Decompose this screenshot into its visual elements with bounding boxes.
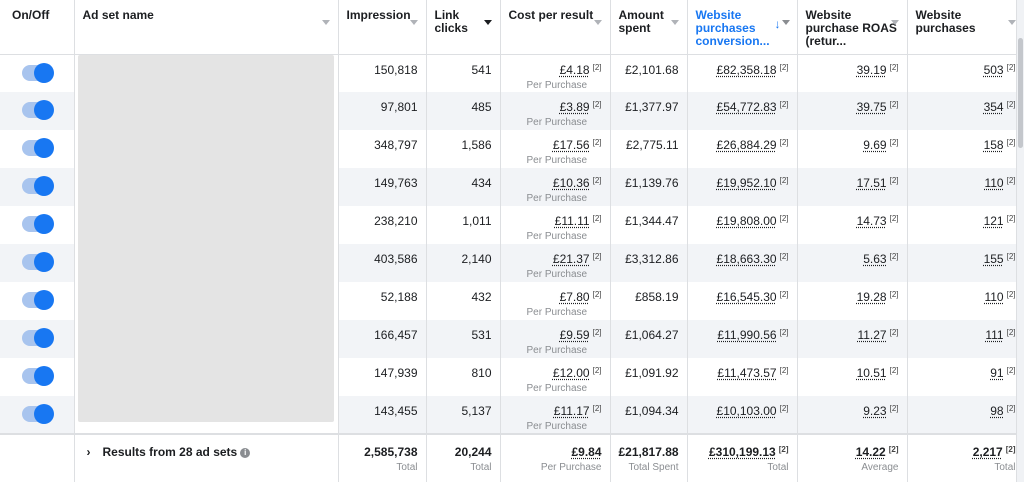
total-clicks: 20,244 Total (426, 434, 500, 482)
conversion-value-cell: £16,545.30 [2] (687, 282, 797, 320)
results-summary[interactable] (74, 434, 338, 482)
toggle-knob (34, 100, 54, 120)
amount-spent-cell: £1,377.97 (610, 92, 687, 130)
conversion-value-cell: £11,990.56 [2] (687, 320, 797, 358)
amount-spent-cell: £1,139.76 (610, 168, 687, 206)
purchases-cell: 91 [2] (907, 358, 1024, 396)
summary-row (0, 434, 1024, 482)
on-off-toggle[interactable] (22, 406, 52, 422)
sort-caret-icon[interactable] (671, 20, 679, 25)
info-icon[interactable]: i (240, 448, 250, 458)
conversion-value-cell: £54,772.83 [2] (687, 92, 797, 130)
purchases-cell: 98 [2] (907, 396, 1024, 434)
sort-caret-icon[interactable] (891, 20, 899, 25)
col-header-website-purchases[interactable]: Website purchases (907, 0, 1024, 54)
impression-cell: 150,818 (338, 54, 426, 92)
toggle-cell (0, 396, 74, 434)
cost-per-result-cell: £7.80 [2] Per Purchase (500, 282, 610, 320)
roas-cell: 9.23 [2] (797, 396, 907, 434)
amount-spent-cell: £858.19 (610, 282, 687, 320)
roas-cell: 19.28 [2] (797, 282, 907, 320)
redacted-ad-set-names (78, 55, 334, 422)
scrollbar[interactable] (1016, 0, 1024, 482)
toggle-knob (34, 328, 54, 348)
on-off-toggle[interactable] (22, 140, 52, 156)
col-header-amount-spent[interactable]: Amount spent (610, 0, 687, 54)
total-conversion-value: £310,199.13 [2] Total (687, 434, 797, 482)
results-label: Results from 28 ad sets (102, 445, 238, 459)
amount-spent-cell: £1,094.34 (610, 396, 687, 434)
col-header-roas[interactable]: Website purchase ROAS (retur... (797, 0, 907, 54)
roas-cell: 39.75 [2] (797, 92, 907, 130)
on-off-toggle[interactable] (22, 216, 52, 232)
col-header-purchases-conversion[interactable]: Website purchases conversion... ↓ (687, 0, 797, 54)
purchases-cell: 155 [2] (907, 244, 1024, 282)
chevron-right-icon[interactable]: › (86, 445, 91, 459)
conversion-value-cell: £82,358.18 [2] (687, 54, 797, 92)
conversion-value-cell: £11,473.57 [2] (687, 358, 797, 396)
total-impression: 2,585,738 Total (338, 434, 426, 482)
link-clicks-cell: 541 (426, 54, 500, 92)
cost-per-result-cell: £11.17 [2] Per Purchase (500, 396, 610, 434)
sort-caret-icon[interactable] (1008, 20, 1016, 25)
impression-cell: 52,188 (338, 282, 426, 320)
impression-cell: 143,455 (338, 396, 426, 434)
impression-cell: 97,801 (338, 92, 426, 130)
toggle-knob (34, 290, 54, 310)
toggle-cell (0, 358, 74, 396)
on-off-toggle[interactable] (22, 102, 52, 118)
conversion-value-cell: £19,808.00 [2] (687, 206, 797, 244)
toggle-knob (34, 404, 54, 424)
conversion-value-cell: £10,103.00 [2] (687, 396, 797, 434)
link-clicks-cell: 1,011 (426, 206, 500, 244)
roas-cell: 10.51 [2] (797, 358, 907, 396)
impression-cell: 348,797 (338, 130, 426, 168)
roas-cell: 5.63 [2] (797, 244, 907, 282)
amount-spent-cell: £2,775.11 (610, 130, 687, 168)
total-amount-spent: £21,817.88 Total Spent (610, 434, 687, 482)
sort-caret-icon[interactable] (484, 20, 492, 25)
toggle-cell (0, 54, 74, 92)
cost-per-result-cell: £4.18 [2] Per Purchase (500, 54, 610, 92)
toggle-knob (34, 63, 54, 83)
link-clicks-cell: 1,586 (426, 130, 500, 168)
total-cost-per-result: £9.84 Per Purchase (500, 434, 610, 482)
col-header-on-off[interactable]: On/Off (0, 0, 74, 54)
on-off-toggle[interactable] (22, 330, 52, 346)
on-off-toggle[interactable] (22, 65, 52, 81)
summary-spacer (0, 434, 74, 482)
arrow-down-icon[interactable]: ↓ (774, 17, 781, 31)
amount-spent-cell: £1,091.92 (610, 358, 687, 396)
link-clicks-cell: 434 (426, 168, 500, 206)
sort-caret-icon[interactable] (410, 20, 418, 25)
toggle-cell (0, 168, 74, 206)
impression-cell: 147,939 (338, 358, 426, 396)
purchases-cell: 110 [2] (907, 282, 1024, 320)
purchases-cell: 110 [2] (907, 168, 1024, 206)
toggle-cell (0, 206, 74, 244)
amount-spent-cell: £2,101.68 (610, 54, 687, 92)
sort-caret-icon[interactable] (594, 20, 602, 25)
col-header-impression[interactable]: Impression (338, 0, 426, 54)
toggle-cell (0, 244, 74, 282)
toggle-cell (0, 282, 74, 320)
impression-cell: 149,763 (338, 168, 426, 206)
link-clicks-cell: 531 (426, 320, 500, 358)
roas-cell: 39.19 [2] (797, 54, 907, 92)
conversion-value-cell: £18,663.30 [2] (687, 244, 797, 282)
link-clicks-cell: 2,140 (426, 244, 500, 282)
roas-cell: 9.69 [2] (797, 130, 907, 168)
link-clicks-cell: 5,137 (426, 396, 500, 434)
toggle-cell (0, 130, 74, 168)
impression-cell: 403,586 (338, 244, 426, 282)
sort-caret-icon[interactable] (782, 20, 790, 25)
toggle-cell (0, 320, 74, 358)
toggle-knob (34, 252, 54, 272)
on-off-toggle[interactable] (22, 254, 52, 270)
amount-spent-cell: £1,344.47 (610, 206, 687, 244)
conversion-value-cell: £26,884.29 [2] (687, 130, 797, 168)
amount-spent-cell: £3,312.86 (610, 244, 687, 282)
on-off-toggle[interactable] (22, 368, 52, 384)
total-purchases: 2,217 [2] Total (907, 434, 1024, 482)
impression-cell: 238,210 (338, 206, 426, 244)
roas-cell: 11.27 [2] (797, 320, 907, 358)
average-roas: 14.22 [2] Average (797, 434, 907, 482)
roas-cell: 14.73 [2] (797, 206, 907, 244)
on-off-toggle[interactable] (22, 292, 52, 308)
col-header-cost-per-result[interactable]: Cost per result (500, 0, 610, 54)
cost-per-result-cell: £12.00 [2] Per Purchase (500, 358, 610, 396)
cost-per-result-cell: £10.36 [2] Per Purchase (500, 168, 610, 206)
link-clicks-cell: 432 (426, 282, 500, 320)
toggle-knob (34, 214, 54, 234)
cost-per-result-cell: £9.59 [2] Per Purchase (500, 320, 610, 358)
purchases-cell: 503 [2] (907, 54, 1024, 92)
purchases-cell: 111 [2] (907, 320, 1024, 358)
purchases-cell: 121 [2] (907, 206, 1024, 244)
amount-spent-cell: £1,064.27 (610, 320, 687, 358)
col-header-link-clicks[interactable]: Link clicks (426, 0, 500, 54)
roas-cell: 17.51 [2] (797, 168, 907, 206)
conversion-value-cell: £19,952.10 [2] (687, 168, 797, 206)
scrollbar-thumb[interactable] (1018, 38, 1023, 148)
cost-per-result-cell: £3.89 [2] Per Purchase (500, 92, 610, 130)
impression-cell: 166,457 (338, 320, 426, 358)
toggle-knob (34, 366, 54, 386)
toggle-knob (34, 138, 54, 158)
link-clicks-cell: 485 (426, 92, 500, 130)
header-row (0, 0, 1024, 54)
cost-per-result-cell: £11.11 [2] Per Purchase (500, 206, 610, 244)
cost-per-result-cell: £17.56 [2] Per Purchase (500, 130, 610, 168)
cost-per-result-cell: £21.37 [2] Per Purchase (500, 244, 610, 282)
on-off-toggle[interactable] (22, 178, 52, 194)
toggle-cell (0, 92, 74, 130)
purchases-cell: 354 [2] (907, 92, 1024, 130)
col-header-ad-set-name[interactable]: Ad set name (74, 0, 338, 54)
sort-caret-icon[interactable] (322, 20, 330, 25)
link-clicks-cell: 810 (426, 358, 500, 396)
purchases-cell: 158 [2] (907, 130, 1024, 168)
toggle-knob (34, 176, 54, 196)
